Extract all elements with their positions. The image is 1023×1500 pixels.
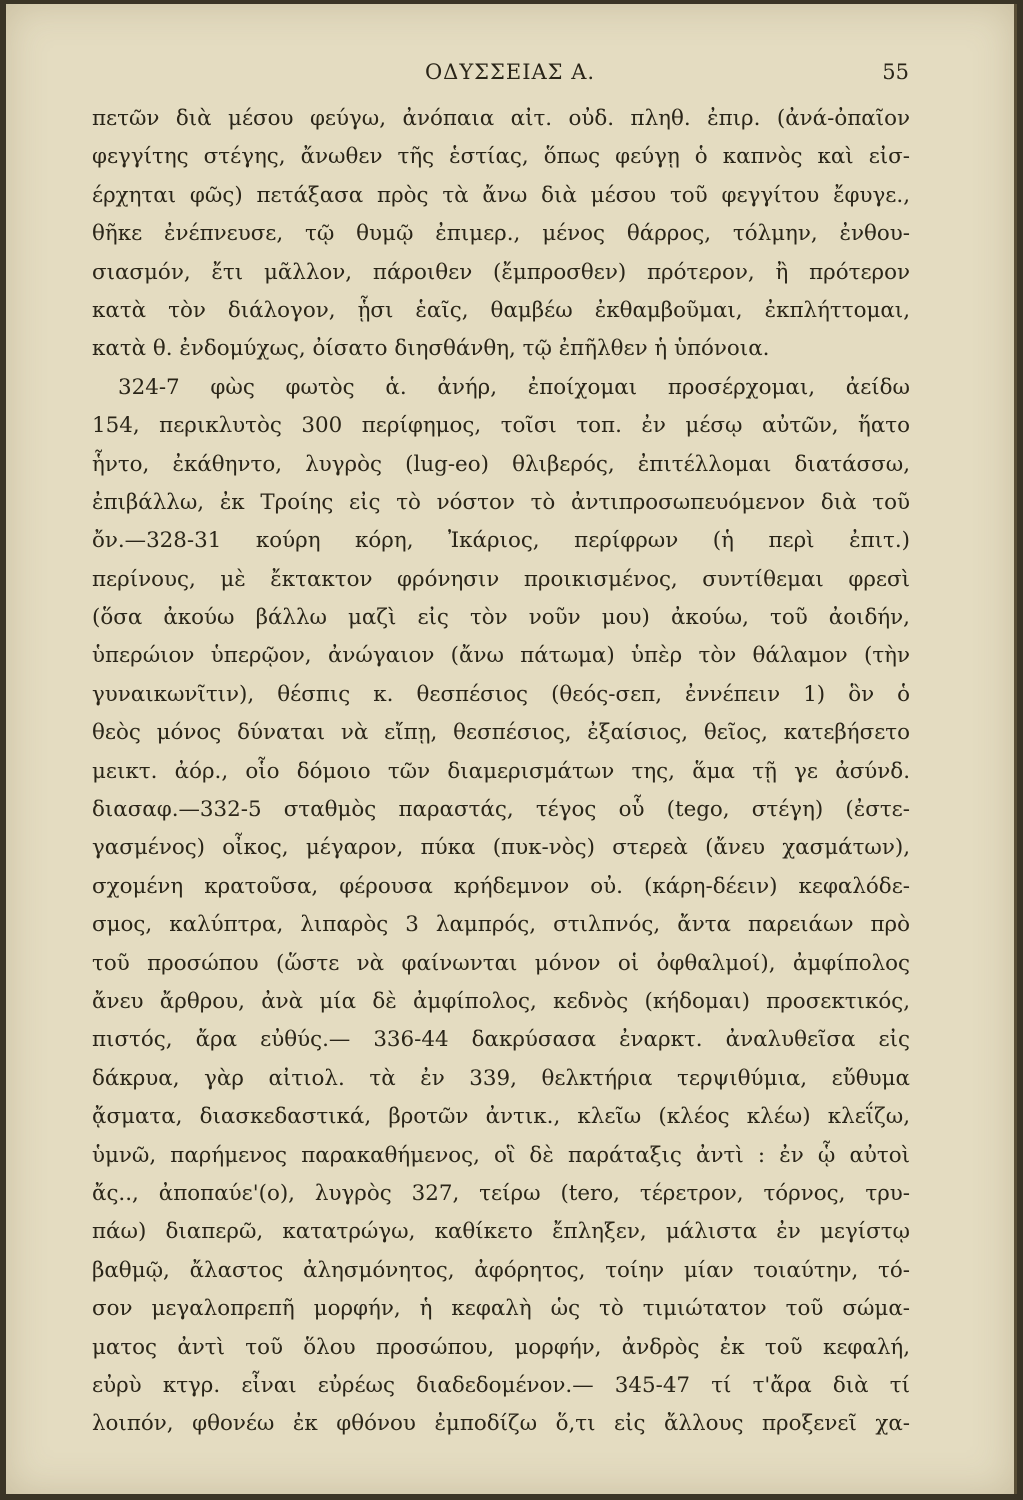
text-line: περίνους, μὲ ἔκτακτον φρόνησιν προικισμένος, συντίθεμαι φρεσὶ [92, 566, 910, 592]
text-line: ἄς.., ἀποπαύε'(ο), λυγρὸς 327, τείρω (tero, τέρετρον, τόρνος, τρυ- [92, 1180, 910, 1206]
text-line: θεὸς μόνος δύναται νὰ εἴπῃ, θεσπέσιος, ἐξαίσιος, θεῖος, κατεβήσετο [92, 720, 910, 746]
text-line: έρχηται φῶς) πετάξασα πρὸς τὰ ἄνω διὰ μέσου τοῦ φεγγίτου ἔφυγε., [92, 182, 910, 208]
book-page [6, 4, 1017, 1494]
running-title: ΟΔΥΣΣΕΙΑΣ Α. [424, 60, 596, 84]
text-line: 154, περικλυτὸς 300 περίφημος, τοῖσι τοπ. ἐν μέσῳ αὐτῶν, ἥατο [92, 413, 910, 439]
text-line: μεικτ. ἀόρ., οἷο δόμοιο τῶν διαμερισμάτων της, ἅμα τῇ γε ἀσύνδ. [92, 758, 910, 784]
text-line: σον μεγαλοπρεπῆ μορφήν, ἡ κεφαλὴ ὡς τὸ τιμιώτατον τοῦ σώμα- [92, 1296, 910, 1322]
text-line: τοῦ προσώπου (ὥστε νὰ φαίνωνται μόνον οἱ ὀφθαλμοί), ἀμφίπολος [92, 950, 910, 976]
text-line: 324-7 φὼς φωτὸς ἁ. ἀνήρ, ἐποίχομαι προσέρχομαι, ἀείδω [118, 374, 910, 400]
text-line: ἄνευ ἄρθρου, ἀνὰ μία δὲ ἀμφίπολος, κεδνὸς (κήδομαι) προσεκτικός, [92, 988, 910, 1014]
text-line: ᾄσματα, διασκεδαστικά, βροτῶν ἀντικ., κλεῖω (κλέος κλέω) κλεΐζω, [92, 1104, 910, 1130]
text-line: σιασμόν, ἔτι μᾶλλον, πάροιθεν (ἔμπροσθεν) πρότερον, ἢ πρότερον [92, 259, 910, 285]
text-line: εὐρὺ κτγρ. εἶναι εὐρέως διαδεδομένον.— 345-47 τί τ'ἄρα διὰ τί [92, 1372, 910, 1398]
text-line: ἐπιβάλλω, ἐκ Τροίης εἰς τὸ νόστον τὸ ἀντιπροσωπευόμενον διὰ τοῦ [92, 489, 910, 515]
text-line: ὑπερώιον ὑπερῷον, ἀνώγαιον (ἄνω πάτωμα) ὑπὲρ τὸν θάλαμον (τὴν [92, 643, 910, 669]
text-line: κατὰ θ. ἐνδομύχως, ὀίσατο διησθάνθη, τῷ ἐπῆλθεν ἡ ὑπόνοια. [92, 336, 770, 362]
text-line: πετῶν διὰ μέσου φεύγω, ἀνόπαια αἰτ. οὐδ. πληθ. ἐπιρ. (ἀνά-ὀπαῖον [92, 106, 910, 131]
text-line: σμος, καλύπτρα, λιπαρὸς 3 λαμπρός, στιλπνός, ἄντα παρειάων πρὸ [92, 912, 910, 938]
text-line: σχομένη κρατοῦσα, φέρουσα κρήδεμνον οὐ. (κάρη-δέειν) κεφαλόδε- [92, 873, 910, 899]
text-line: κατὰ τὸν διάλογον, ᾗσι ἑαῖς, θαμβέω ἐκθαμβοῦμαι, ἐκπλήττομαι, [92, 297, 910, 323]
text-line: διασαφ.—332-5 σταθμὸς παραστάς, τέγος οὗ (tego, στέγη) (ἐστε- [92, 797, 910, 823]
text-line: πιστός, ἄρα εὐθύς.— 336-44 δακρύσασα ἐναρκτ. ἀναλυθεῖσα εἰς [92, 1027, 910, 1053]
text-line: βαθμῷ, ἄλαστος ἀλησμόνητος, ἀφόρητος, τοίην μίαν τοιαύτην, τό- [92, 1257, 910, 1283]
text-line: (ὅσα ἀκούω βάλλω μαζὶ εἰς τὸν νοῦν μου) ἀκούω, τοῦ ἀοιδήν, [92, 605, 910, 631]
text-line: δάκρυα, γὰρ αἰτιολ. τὰ ἐν 339, θελκτήρια τερψιθύμια, εὔθυμα [92, 1065, 910, 1091]
text-line: λοιπόν, φθονέω ἐκ φθόνου ἐμποδίζω ὅ,τι εἰς ἄλλους προξενεῖ χα- [92, 1411, 910, 1437]
text-line: θῆκε ἐνέπνευσε, τῷ θυμῷ ἐπιμερ., μένος θάρρος, τόλμην, ἐνθου- [92, 221, 910, 247]
text-line: ὑμνῶ, παρήμενος παρακαθήμενος, οἳ δὲ παράταξις ἀντὶ : ἐν ᾧ αὐτοὶ [92, 1142, 910, 1168]
page-number: 55 [882, 60, 909, 84]
text-line: ματος ἀντὶ τοῦ ὅλου προσώπου, μορφήν, ἀνδρὸς ἐκ τοῦ κεφαλή, [92, 1334, 910, 1360]
text-line: ὄν.—328-31 κούρη κόρη, Ἰκάριος, περίφρων (ἡ περὶ ἐπιτ.) [92, 528, 910, 554]
text-line: πάω) διαπερῶ, κατατρώγω, καθίκετο ἔπληξεν, μάλιστα ἐν μεγίστῳ [92, 1219, 910, 1245]
text-line: γασμένος) οἶκος, μέγαρον, πύκα (πυκ-νὸς) στερεὰ (ἄνευ χασμάτων), [92, 835, 910, 861]
page-header [6, 60, 1014, 90]
text-line: ἧντο, ἐκάθηντο, λυγρὸς (lug-eo) θλιβερός, ἐπιτέλλομαι διατάσσω, [92, 451, 910, 477]
commentary-text [92, 100, 910, 1444]
text-line: φεγγίτης στέγης, ἄνωθεν τῆς ἑστίας, ὅπως φεύγῃ ὁ καπνὸς καὶ εἰσ- [92, 144, 910, 170]
text-line: γυναικωνῖτιν), θέσπις κ. θεσπέσιος (θεός-σεπ, ἐννέπειν 1) ὃν ὁ [92, 681, 910, 707]
